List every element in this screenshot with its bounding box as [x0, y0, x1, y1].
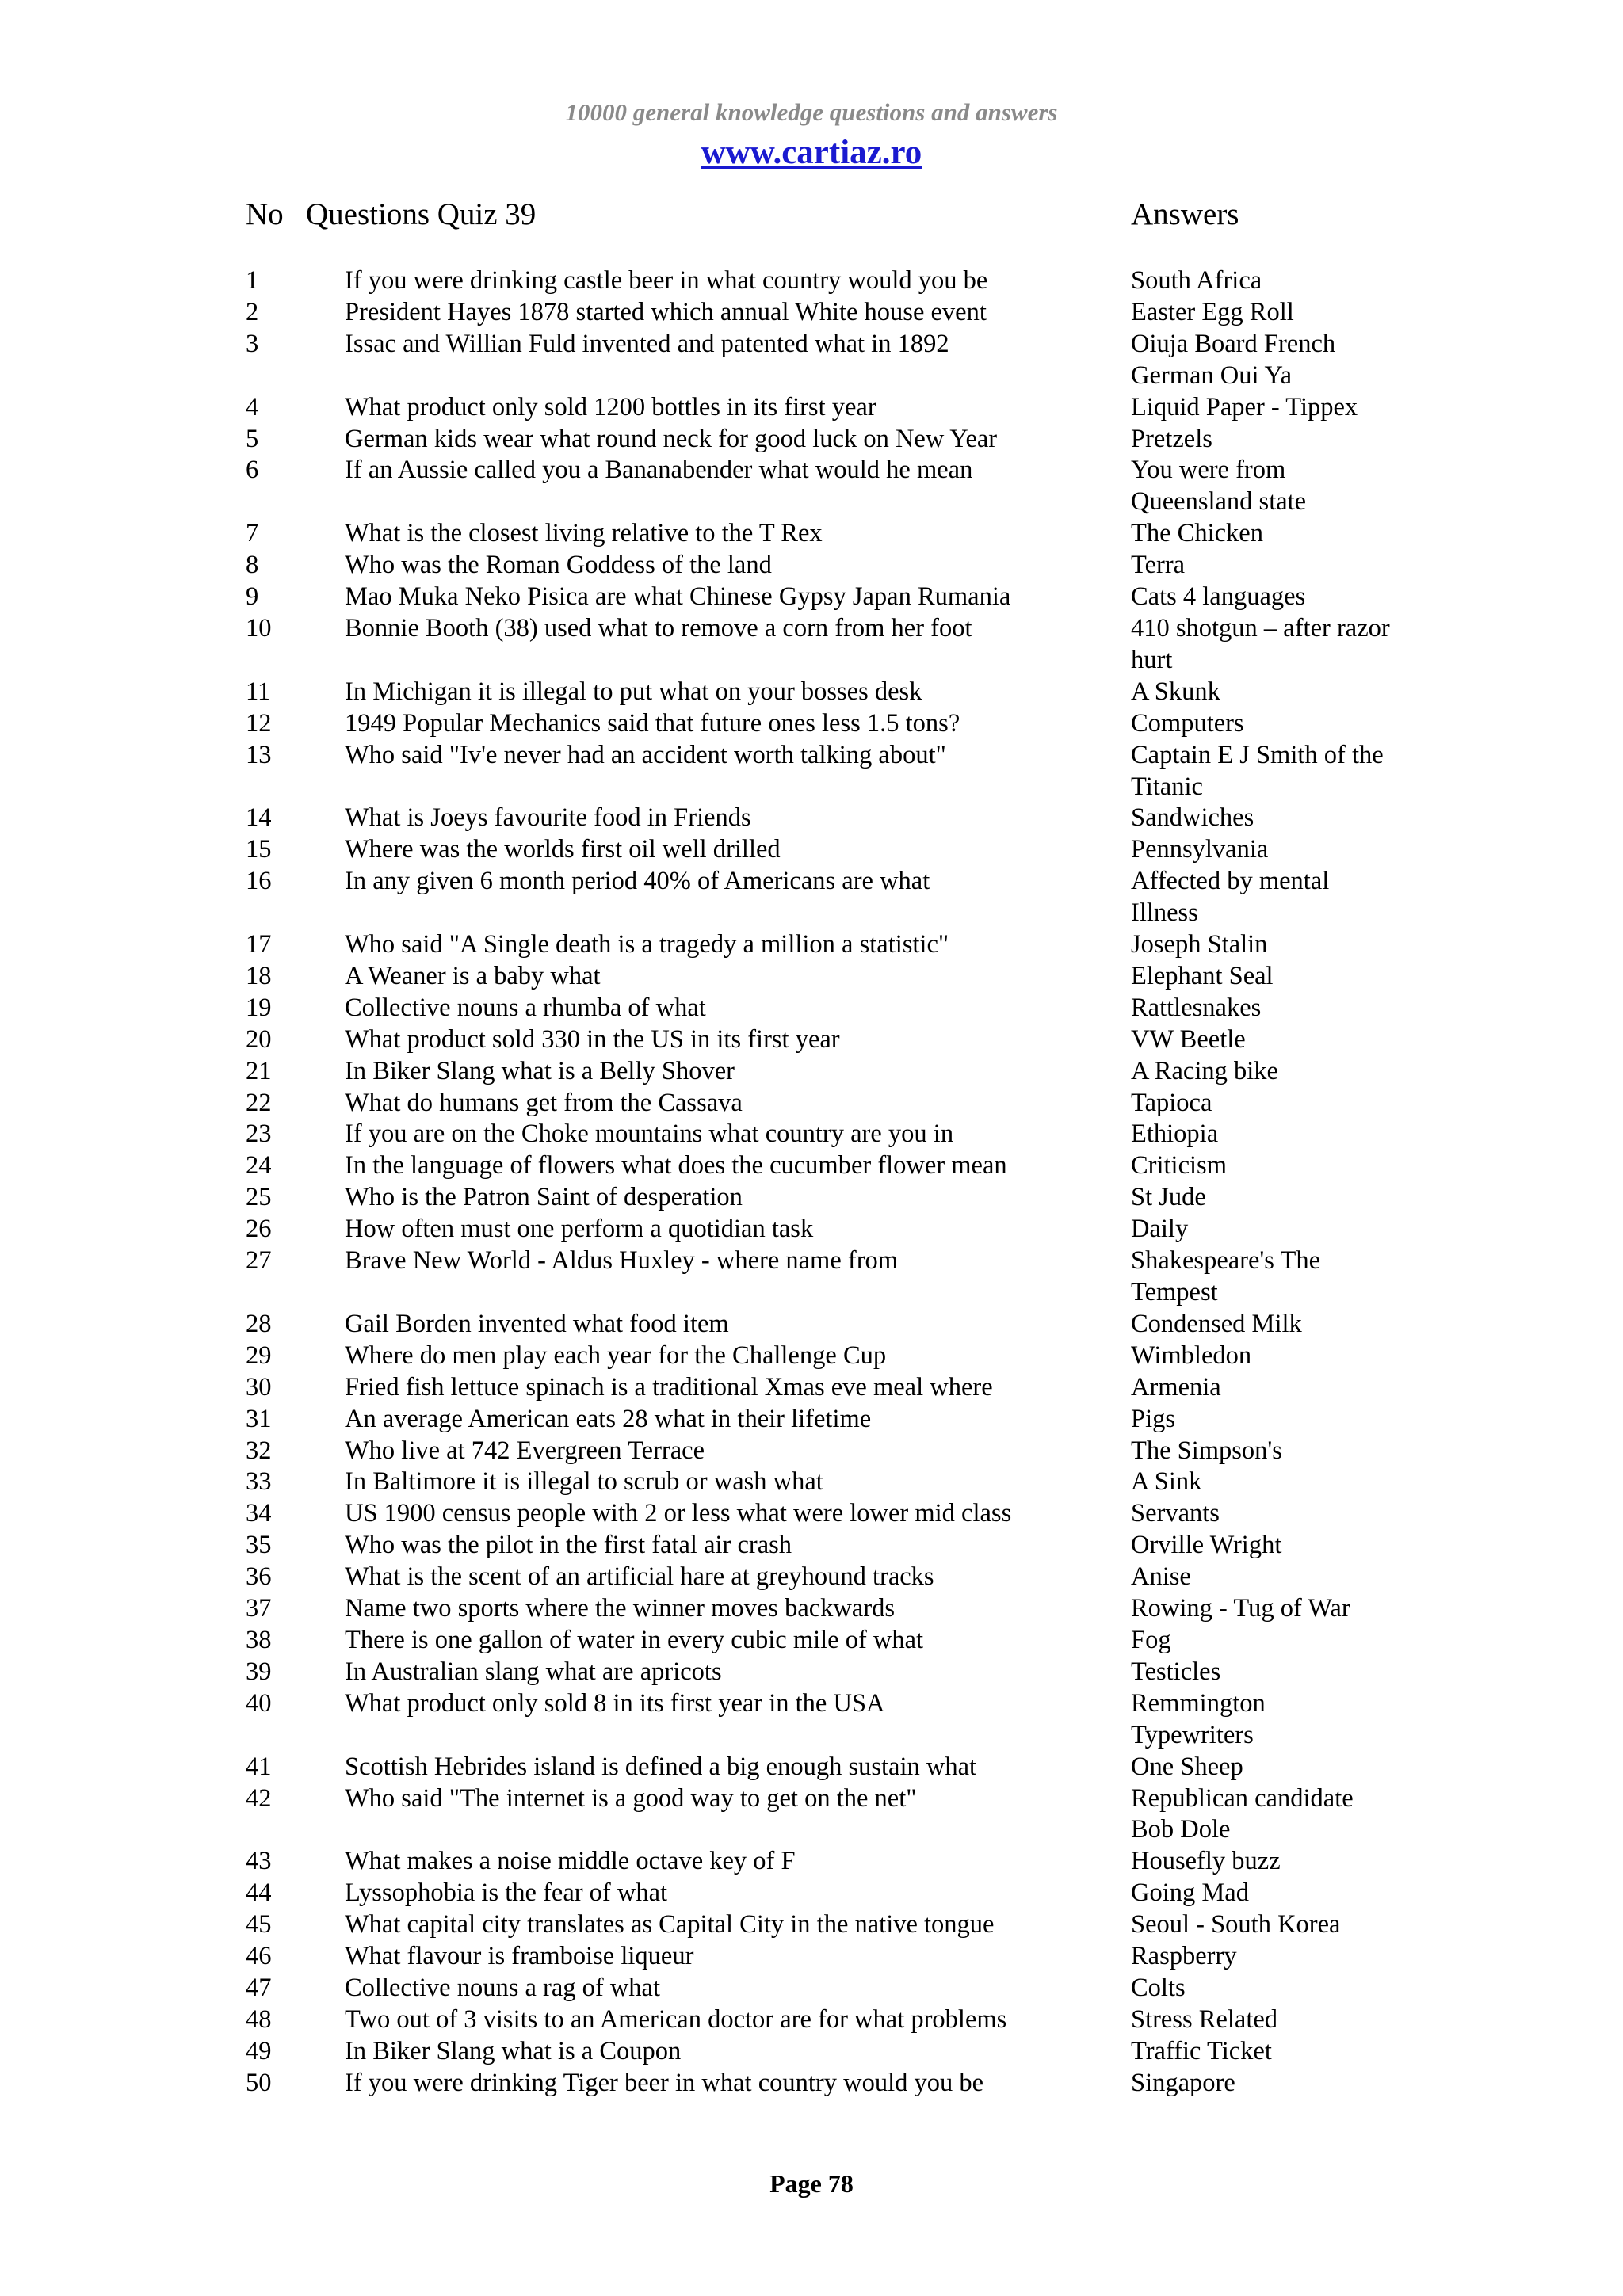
- table-row: [0, 1245, 1623, 1309]
- answer-text: Servants: [1131, 1499, 1220, 1528]
- table-row: [0, 1466, 1623, 1498]
- question-text: If an Aussie called you a Bananabender what would he mean: [345, 456, 973, 485]
- table-row: [0, 2036, 1623, 2068]
- column-header-questions: Questions Quiz 39: [306, 197, 537, 231]
- question-text: Who said "The internet is a good way to get on the net": [345, 1783, 917, 1813]
- question-text: Collective nouns a rag of what: [345, 1973, 661, 2002]
- row-number: 2: [246, 297, 259, 326]
- question-text: Brave New World - Aldus Huxley - where name from: [345, 1246, 899, 1276]
- row-number: 26: [246, 1215, 272, 1244]
- answer-text: Traffic Ticket: [1131, 2036, 1272, 2065]
- answer-text: Pennsylvania: [1131, 835, 1269, 864]
- answer-text: Elephant Seal: [1131, 961, 1274, 990]
- site-heading: [0, 133, 1623, 172]
- row-number: 22: [246, 1088, 272, 1117]
- answer-text: The Chicken: [1131, 519, 1263, 548]
- question-text: Lyssophobia is the fear of what: [345, 1878, 668, 1908]
- question-text: Mao Muka Neko Pisica are what Chinese Gypsy Japan Rumania: [345, 582, 1011, 612]
- question-text: Who said "Iv'e never had an accident worth talking about": [345, 740, 946, 769]
- table-row: [0, 1625, 1623, 1657]
- answer-text: Daily: [1131, 1215, 1189, 1244]
- answer-text: Seoul - South Korea: [1131, 1910, 1341, 1939]
- question-text: Collective nouns a rhumba of what: [345, 993, 706, 1022]
- question-text: What is Joeys favourite food in Friends: [345, 803, 751, 833]
- question-text: In the language of flowers what does the cucumber flower mean: [345, 1151, 1007, 1180]
- table-row: [0, 1973, 1623, 2004]
- quiz-table: [0, 265, 1623, 2100]
- table-row: [0, 1530, 1623, 1562]
- question-text: In Michigan it is illegal to put what on your bosses desk: [345, 677, 922, 706]
- answer-text: Fog: [1131, 1625, 1171, 1654]
- table-row: [0, 329, 1623, 392]
- question-text: Scottish Hebrides island is defined a big enough sustain what: [345, 1752, 977, 1781]
- row-number: 31: [246, 1404, 272, 1433]
- table-row: [0, 1657, 1623, 1688]
- answer-text: Going Mad: [1131, 1878, 1249, 1908]
- row-number: 19: [246, 993, 272, 1022]
- row-number: 47: [246, 1973, 272, 2002]
- row-number: 43: [246, 1847, 272, 1876]
- question-text: Who is the Patron Saint of desperation: [345, 1183, 743, 1212]
- table-row: [0, 1309, 1623, 1341]
- row-number: 13: [246, 740, 272, 769]
- table-row: [0, 392, 1623, 424]
- question-text: What capital city translates as Capital City in the native tongue: [345, 1910, 995, 1939]
- table-row: [0, 961, 1623, 993]
- table-row: [0, 1436, 1623, 1467]
- question-text: Who said "A Single death is a tragedy a million a statistic": [345, 930, 949, 959]
- question-text: There is one gallon of water in every cubic mile of what: [345, 1625, 924, 1654]
- table-row: [0, 1783, 1623, 1847]
- table-row: [0, 2068, 1623, 2100]
- table-row: [0, 740, 1623, 803]
- answer-text: A Sink: [1131, 1467, 1202, 1497]
- table-row: [0, 297, 1623, 329]
- table-row: [0, 1688, 1623, 1752]
- row-number: 34: [246, 1499, 272, 1528]
- table-row: [0, 518, 1623, 550]
- table-row: [0, 2004, 1623, 2036]
- row-number: 12: [246, 708, 272, 738]
- table-row: [0, 1372, 1623, 1404]
- answer-text: A Racing bike: [1131, 1056, 1278, 1085]
- question-text: In Baltimore it is illegal to scrub or wash what: [345, 1467, 823, 1497]
- question-text: Where was the worlds first oil well drilled: [345, 835, 781, 864]
- table-row: [0, 866, 1623, 929]
- answer-text: Rattlesnakes: [1131, 993, 1262, 1022]
- row-number: 41: [246, 1752, 272, 1781]
- question-text: What product only sold 8 in its first year in the USA: [345, 1688, 885, 1718]
- question-text: 1949 Popular Mechanics said that future ones less 1.5 tons?: [345, 708, 960, 738]
- row-number: 46: [246, 1942, 272, 1971]
- table-row: [0, 613, 1623, 677]
- question-text: What is the closest living relative to the T Rex: [345, 519, 823, 548]
- question-text: What makes a noise middle octave key of F: [345, 1847, 796, 1876]
- row-number: 25: [246, 1183, 272, 1212]
- row-number: 18: [246, 961, 272, 990]
- row-number: 30: [246, 1372, 272, 1402]
- question-text: What product only sold 1200 bottles in its first year: [345, 392, 876, 421]
- answer-text: A Skunk: [1131, 677, 1220, 706]
- table-row: [0, 993, 1623, 1024]
- table-row: [0, 582, 1623, 613]
- row-number: 5: [246, 424, 259, 453]
- question-text: If you were drinking Tiger beer in what country would you be: [345, 2068, 984, 2097]
- question-text: In Australian slang what are apricots: [345, 1657, 722, 1686]
- answer-text: Testicles: [1131, 1657, 1221, 1686]
- row-number: 27: [246, 1246, 272, 1276]
- row-number: 9: [246, 582, 259, 612]
- table-row: [0, 1088, 1623, 1119]
- question-text: What flavour is framboise liqueur: [345, 1942, 694, 1971]
- site-link[interactable]: www.cartiaz.ro: [701, 134, 922, 171]
- table-row: [0, 424, 1623, 456]
- table-row: [0, 803, 1623, 834]
- table-row: [0, 1878, 1623, 1909]
- table-row: [0, 1941, 1623, 1973]
- question-text: If you were drinking castle beer in what country would you be: [345, 266, 988, 295]
- answer-text: Oiuja Board French German Oui Ya: [1131, 329, 1336, 390]
- answer-text: Stress Related: [1131, 2004, 1278, 2034]
- answer-text: Easter Egg Roll: [1131, 297, 1294, 326]
- answer-text: Pigs: [1131, 1404, 1176, 1433]
- question-text: Where do men play each year for the Challenge Cup: [345, 1341, 887, 1370]
- table-row: [0, 1562, 1623, 1593]
- question-text: What product sold 330 in the US in its first year: [345, 1024, 840, 1054]
- table-row: [0, 834, 1623, 866]
- row-number: 50: [246, 2068, 272, 2097]
- question-text: President Hayes 1878 started which annual White house event: [345, 297, 987, 326]
- answer-text: 410 shotgun – after razor hurt: [1131, 613, 1390, 674]
- answer-text: South Africa: [1131, 266, 1262, 295]
- table-row: [0, 1182, 1623, 1214]
- question-text: Who was the pilot in the first fatal air crash: [345, 1531, 792, 1560]
- row-number: 14: [246, 803, 272, 833]
- page-number: Page 78: [769, 2169, 854, 2198]
- answer-text: Joseph Stalin: [1131, 930, 1268, 959]
- question-text: Fried fish lettuce spinach is a traditional Xmas eve meal where: [345, 1372, 993, 1402]
- question-text: How often must one perform a quotidian task: [345, 1215, 814, 1244]
- row-number: 16: [246, 867, 272, 896]
- row-number: 28: [246, 1309, 272, 1338]
- table-row: [0, 929, 1623, 961]
- answer-text: Remmington Typewriters: [1131, 1688, 1266, 1749]
- table-row: [0, 677, 1623, 708]
- question-text: Name two sports where the winner moves backwards: [345, 1594, 896, 1623]
- question-text: In Biker Slang what is a Coupon: [345, 2036, 682, 2065]
- row-number: 44: [246, 1878, 272, 1908]
- table-row: [0, 1056, 1623, 1088]
- answer-text: Sandwiches: [1131, 803, 1254, 833]
- row-number: 4: [246, 392, 259, 421]
- row-number: 8: [246, 551, 259, 580]
- table-row: [0, 1150, 1623, 1182]
- answer-text: Terra: [1131, 551, 1186, 580]
- answer-text: You were from Queensland state: [1131, 456, 1307, 517]
- row-number: 40: [246, 1688, 272, 1718]
- row-number: 15: [246, 835, 272, 864]
- row-number: 10: [246, 613, 272, 643]
- answer-text: Colts: [1131, 1973, 1186, 2002]
- row-number: 11: [246, 677, 271, 706]
- row-number: 29: [246, 1341, 272, 1370]
- answer-text: Republican candidate Bob Dole: [1131, 1783, 1354, 1844]
- answer-text: The Simpson's: [1131, 1436, 1282, 1465]
- question-text: Bonnie Booth (38) used what to remove a corn from her foot: [345, 613, 972, 643]
- question-text: Gail Borden invented what food item: [345, 1309, 729, 1338]
- row-number: 42: [246, 1783, 272, 1813]
- question-text: What do humans get from the Cassava: [345, 1088, 743, 1117]
- answer-text: Raspberry: [1131, 1942, 1237, 1971]
- table-row: [0, 1593, 1623, 1625]
- row-number: 17: [246, 930, 272, 959]
- column-header-no: No: [246, 197, 284, 231]
- row-number: 21: [246, 1056, 272, 1085]
- row-number: 49: [246, 2036, 272, 2065]
- question-text: In any given 6 month period 40% of Americans are what: [345, 867, 930, 896]
- row-number: 36: [246, 1562, 272, 1592]
- row-number: 1: [246, 266, 259, 295]
- table-row: [0, 1119, 1623, 1150]
- table-row: [0, 1214, 1623, 1245]
- answer-text: Computers: [1131, 708, 1244, 738]
- column-header-answers: Answers: [1131, 197, 1239, 231]
- question-text: German kids wear what round neck for good luck on New Year: [345, 424, 998, 453]
- row-number: 23: [246, 1119, 272, 1149]
- answer-text: Liquid Paper - Tippex: [1131, 392, 1358, 421]
- answer-text: Rowing - Tug of War: [1131, 1594, 1350, 1623]
- answer-text: St Jude: [1131, 1183, 1206, 1212]
- row-number: 6: [246, 456, 259, 485]
- question-text: Who was the Roman Goddess of the land: [345, 551, 772, 580]
- row-number: 37: [246, 1594, 272, 1623]
- table-row: [0, 455, 1623, 518]
- answer-text: Wimbledon: [1131, 1341, 1252, 1370]
- answer-text: Tapioca: [1131, 1088, 1212, 1117]
- row-number: 33: [246, 1467, 272, 1497]
- answer-text: Condensed Milk: [1131, 1309, 1302, 1338]
- answer-text: Affected by mental Illness: [1131, 867, 1330, 928]
- row-number: 45: [246, 1910, 272, 1939]
- question-text: Issac and Willian Fuld invented and patented what in 1892: [345, 329, 949, 358]
- question-text: Who live at 742 Evergreen Terrace: [345, 1436, 705, 1465]
- answer-text: Pretzels: [1131, 424, 1212, 453]
- table-row: [0, 265, 1623, 297]
- answer-text: Ethiopia: [1131, 1119, 1219, 1149]
- row-number: 38: [246, 1625, 272, 1654]
- question-text: A Weaner is a baby what: [345, 961, 601, 990]
- question-text: US 1900 census people with 2 or less what were lower mid class: [345, 1499, 1012, 1528]
- answer-text: Criticism: [1131, 1151, 1227, 1180]
- answer-text: Shakespeare's The Tempest: [1131, 1246, 1320, 1306]
- question-text: In Biker Slang what is a Belly Shover: [345, 1056, 735, 1085]
- table-row: [0, 1404, 1623, 1436]
- answer-text: VW Beetle: [1131, 1024, 1246, 1054]
- answer-text: Orville Wright: [1131, 1531, 1282, 1560]
- row-number: 20: [246, 1024, 272, 1054]
- question-text: If you are on the Choke mountains what country are you in: [345, 1119, 954, 1149]
- row-number: 32: [246, 1436, 272, 1465]
- question-text: An average American eats 28 what in their lifetime: [345, 1404, 872, 1433]
- row-number: 3: [246, 329, 259, 358]
- answer-text: Anise: [1131, 1562, 1191, 1592]
- question-text: Two out of 3 visits to an American doctor are for what problems: [345, 2004, 1007, 2034]
- row-number: 35: [246, 1531, 272, 1560]
- table-row: [0, 1024, 1623, 1056]
- row-number: 7: [246, 519, 259, 548]
- table-row: [0, 1752, 1623, 1783]
- row-number: 39: [246, 1657, 272, 1686]
- answer-text: One Sheep: [1131, 1752, 1243, 1781]
- table-row: [0, 1341, 1623, 1372]
- answer-text: Housefly buzz: [1131, 1847, 1281, 1876]
- table-row: [0, 1498, 1623, 1530]
- table-row: [0, 550, 1623, 582]
- answer-text: Armenia: [1131, 1372, 1221, 1402]
- answer-text: Captain E J Smith of the Titanic: [1131, 740, 1384, 801]
- table-row: [0, 1846, 1623, 1878]
- answer-text: Cats 4 languages: [1131, 582, 1306, 612]
- table-row: [0, 708, 1623, 740]
- row-number: 48: [246, 2004, 272, 2034]
- answer-text: Singapore: [1131, 2068, 1235, 2097]
- table-row: [0, 1909, 1623, 1941]
- question-text: What is the scent of an artificial hare at greyhound tracks: [345, 1562, 934, 1592]
- row-number: 24: [246, 1151, 272, 1180]
- document-subtitle: 10000 general knowledge questions and answers: [565, 98, 1058, 126]
